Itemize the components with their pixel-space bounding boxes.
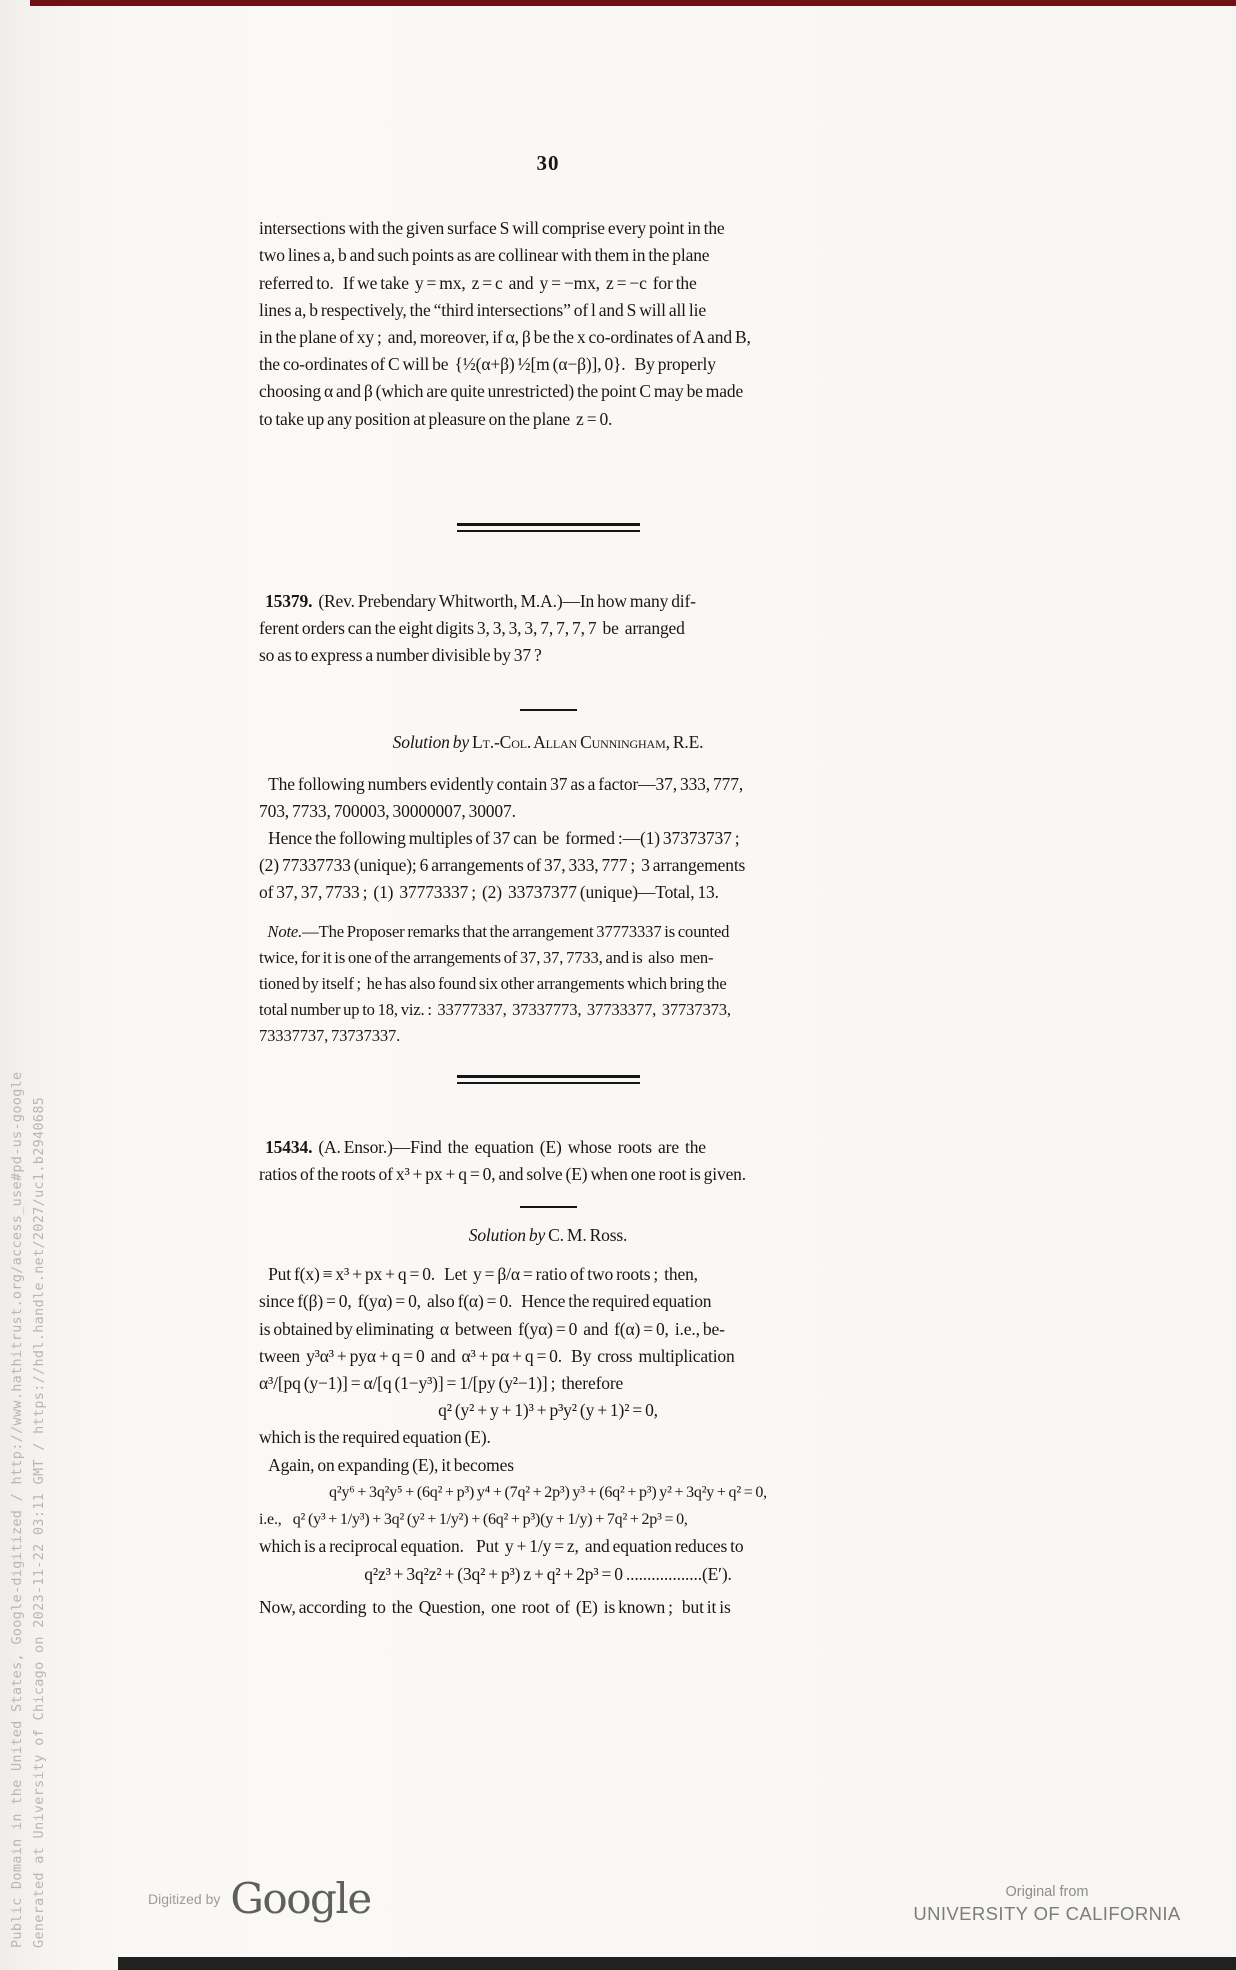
text-line: of 37, 37, 7733 ; (1) 37773337 ; (2) 33737377 (unique)—Total, 13. <box>259 882 719 903</box>
text-line: so as to express a number divisible by 37 ? <box>259 645 542 666</box>
intro-paragraph <box>259 215 837 433</box>
problem-15434 <box>259 1134 837 1188</box>
short-rule-divider-2 <box>520 1206 577 1208</box>
equation-1: q² (y² + y + 1)³ + p³y² (y + 1)² = 0, <box>438 1400 658 1421</box>
text-line: choosing α and β (which are quite unrestricted) the point C may be made <box>259 381 744 402</box>
text-line: intersections with the given surface S will comprise every point in the <box>259 218 725 239</box>
page-content <box>259 150 837 1621</box>
original-from-label: Original from <box>1005 1884 1089 1900</box>
text-line: ratios of the roots of x³ + px + q = 0, and solve (E) when one root is given. <box>259 1163 747 1184</box>
text-line: to take up any position at pleasure on the plane z = 0. <box>259 408 613 429</box>
note-first-line <box>259 919 837 945</box>
equation-3: q²z³ + 3q²z² + (3q² + p³) z + q² + 2p³ = 0 ..................(E′). <box>364 1563 732 1584</box>
solution-15434-body <box>259 1261 837 1397</box>
line-reciprocal: which is a reciprocal equation. Put y + 1/y = z, and equation reduces to <box>259 1536 744 1557</box>
google-logo: Google <box>230 1874 371 1923</box>
line-now-according: Now, according to the Question, one root of (E) is known ; but it is <box>259 1596 731 1617</box>
problem-15434-heading <box>259 1134 837 1161</box>
original-from-block <box>897 1884 1197 1925</box>
solver-name-2: C. M. Ross. <box>545 1225 628 1246</box>
text-line: two lines a, b and such points as are collinear with them in the plane <box>259 245 710 266</box>
text-line: total number up to 18, viz. : 33777337, 37337773, 37733377, 37737373, <box>259 999 731 1019</box>
text-line: 703, 7733, 700003, 30000007, 30007. <box>259 800 516 821</box>
short-rule-divider <box>520 709 577 711</box>
solution-15379-para-1 <box>259 771 837 825</box>
problem-15379-text <box>259 615 837 669</box>
solution-15379-byline <box>259 729 837 756</box>
university-label: UNIVERSITY OF CALIFORNIA <box>913 1903 1181 1924</box>
text-line: twice, for it is one of the arrangements of 37, 37, 7733, and is also men- <box>259 947 714 967</box>
solution-15434-byline <box>259 1222 837 1249</box>
text-line: the co-ordinates of C will be {½(α+β) ½[m (α−β)], 0}. By properly <box>259 354 716 375</box>
note-first-rest: —The Proposer remarks that the arrangement 37773337 is counted <box>302 921 730 941</box>
text-line: Hence the following multiples of 37 can be formed :—(1) 37373737 ; <box>259 828 740 849</box>
problem-15379-heading <box>259 588 837 615</box>
text-line: tioned by itself ; he has also found six other arrangements which bring the <box>259 973 727 993</box>
text-line: Put f(x) ≡ x³ + px + q = 0. Let y = β/α = ratio of two roots ; then, <box>259 1264 698 1285</box>
text-line: tween y³α³ + pyα + q = 0 and α³ + pα + q = 0. By cross multiplication <box>259 1345 735 1366</box>
text-line: referred to. If we take y = mx, z = c and y = −mx, z = −c for the <box>259 272 697 293</box>
problem-15379-heading-rest: (Rev. Prebendary Whitworth, M.A.)—In how many dif- <box>312 590 696 611</box>
text-line: (2) 77337733 (unique); 6 arrangements of 37, 333, 777 ; 3 arrangements <box>259 855 746 876</box>
solution-by-label: Solution by <box>392 732 470 753</box>
solution-15379-para-2 <box>259 825 837 907</box>
solution-by-label-2: Solution by <box>468 1225 546 1246</box>
digitized-by-label: Digitized by <box>148 1891 221 1907</box>
double-rule-divider <box>457 523 640 532</box>
text-line: 73337737, 73737337. <box>259 1025 401 1045</box>
sidebar-public-domain-note: Public Domain in the United States, Google-digitized / http://www.hathitrust.org/access_use#pd-us-google <box>9 1071 25 1948</box>
note-text <box>259 945 837 1049</box>
digitized-by-google <box>148 1874 371 1923</box>
line-ie-form: i.e., q² (y³ + 1/y³) + 3q² (y² + 1/y²) + (6q² + p³)(y + 1/y) + 7q² + 2p³ = 0, <box>259 1511 688 1529</box>
text-line: is obtained by eliminating α between f(yα) = 0 and f(α) = 0, i.e., be- <box>259 1318 725 1339</box>
problem-15379 <box>259 588 837 670</box>
problem-15434-heading-rest: (A. Ensor.)—Find the equation (E) whose roots are the <box>312 1136 706 1157</box>
note-label: Note. <box>259 921 303 941</box>
text-line: The following numbers evidently contain 37 as a factor—37, 333, 777, <box>259 773 744 794</box>
solution-15379-note <box>259 919 837 1049</box>
text-line: ferent orders can the eight digits 3, 3, 3, 3, 7, 7, 7, 7 be arranged <box>259 618 685 639</box>
scan-bottom-edge-bar <box>118 1957 1236 1970</box>
sidebar-generated-note: Generated at University of Chicago on 2023-11-22 03:11 GMT / https://hdl.handle.net/2027/uc1.b2940685 <box>31 1096 47 1948</box>
text-line: since f(β) = 0, f(yα) = 0, also f(α) = 0. Hence the required equation <box>259 1291 712 1312</box>
line-required-equation: which is the required equation (E). <box>259 1427 491 1448</box>
equation-2: q²y⁶ + 3q²y⁵ + (6q² + p³) y⁴ + (7q² + 2p³) y³ + (6q² + p³) y² + 3q²y + q² = 0, <box>329 1483 767 1501</box>
text-line: in the plane of xy ; and, moreover, if α, β be the x co-ordinates of A and B, <box>259 327 751 348</box>
scan-top-edge-line <box>30 0 1236 6</box>
text-line: α³/[pq (y−1)] = α/[q (1−y³)] = 1/[py (y²−1)] ; therefore <box>259 1373 624 1394</box>
text-line: lines a, b respectively, the “third intersections” of l and S will all lie <box>259 299 706 320</box>
double-rule-divider-2 <box>457 1075 640 1084</box>
page-number: 30 <box>536 151 560 175</box>
problem-15379-number: 15379. <box>259 590 313 611</box>
problem-15434-text <box>259 1161 837 1188</box>
solver-name: Lt.-Col. Allan Cunningham, R.E. <box>469 732 704 753</box>
problem-15434-number: 15434. <box>259 1136 313 1157</box>
line-again-expanding: Again, on expanding (E), it becomes <box>259 1454 514 1475</box>
